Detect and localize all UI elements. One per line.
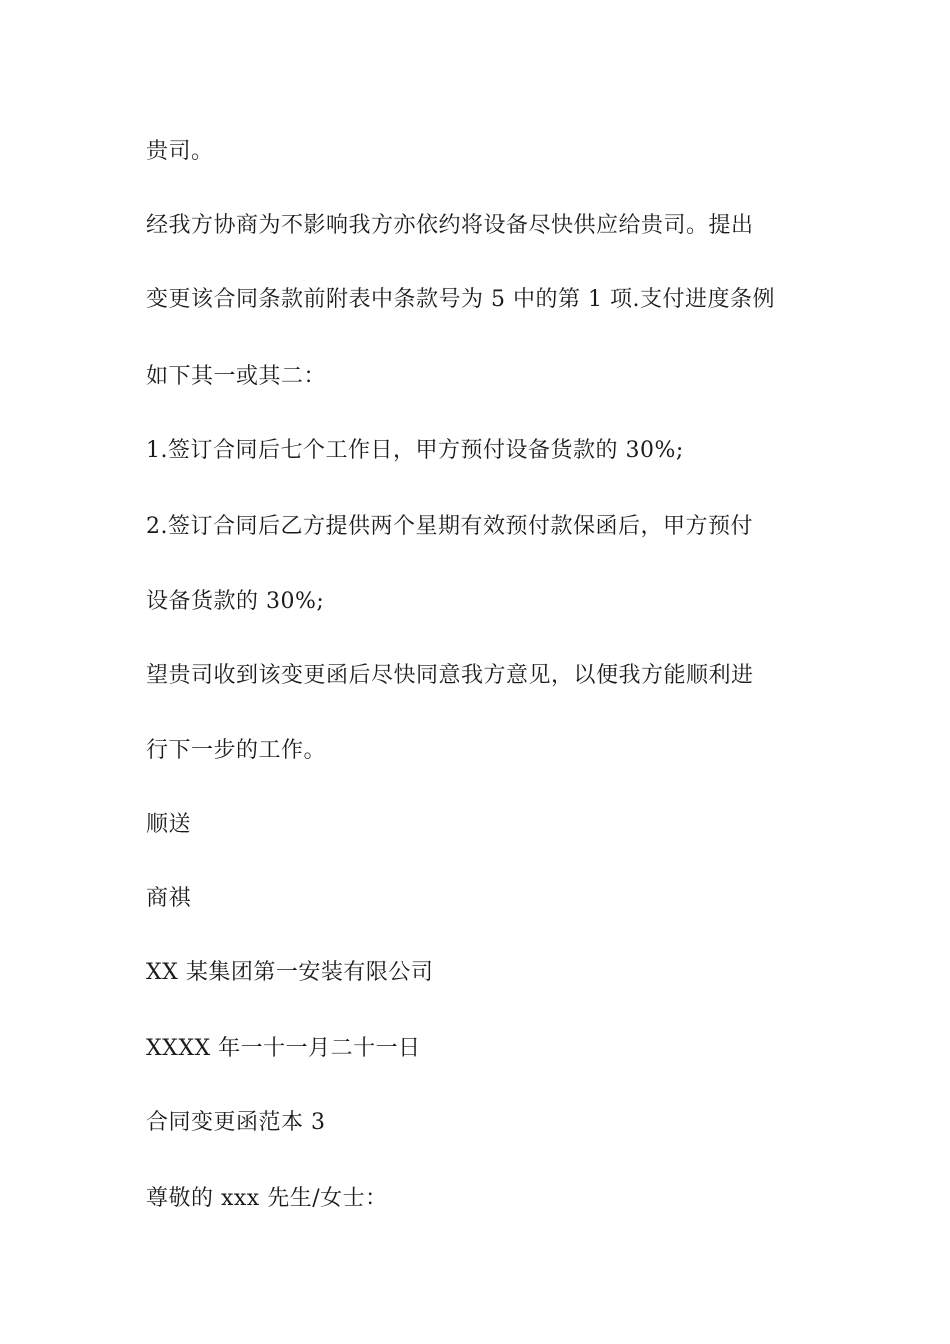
text-line: 行下一步的工作。: [146, 738, 327, 763]
section-title: 合同变更函范本 3: [146, 1110, 326, 1135]
text-line: 1.签订合同后七个工作日，甲方预付设备货款的 30%;: [146, 438, 684, 463]
text-line: 2.签订合同后乙方提供两个星期有效预付款保函后，甲方预付: [146, 514, 753, 539]
text-line: 望贵司收到该变更函后尽快同意我方意见，以便我方能顺利进: [146, 663, 754, 688]
date-line: XXXX 年一十一月二十一日: [146, 1036, 421, 1061]
salutation: 尊敬的 xxx 先生/女士：: [146, 1186, 388, 1211]
text-line: 经我方协商为不影响我方亦依约将设备尽快供应给贵司。提出: [146, 213, 754, 238]
text-line: 设备货款的 30%;: [146, 589, 325, 614]
company-name: XX 某集团第一安装有限公司: [146, 960, 434, 985]
text-line: 贵司。: [146, 139, 214, 164]
text-line: 变更该合同条款前附表中条款号为 5 中的第 1 项.支付进度条例: [146, 287, 775, 312]
text-line: 商祺: [146, 886, 192, 911]
text-line: 如下其一或其二：: [146, 364, 327, 389]
text-line: 顺送: [146, 812, 192, 837]
